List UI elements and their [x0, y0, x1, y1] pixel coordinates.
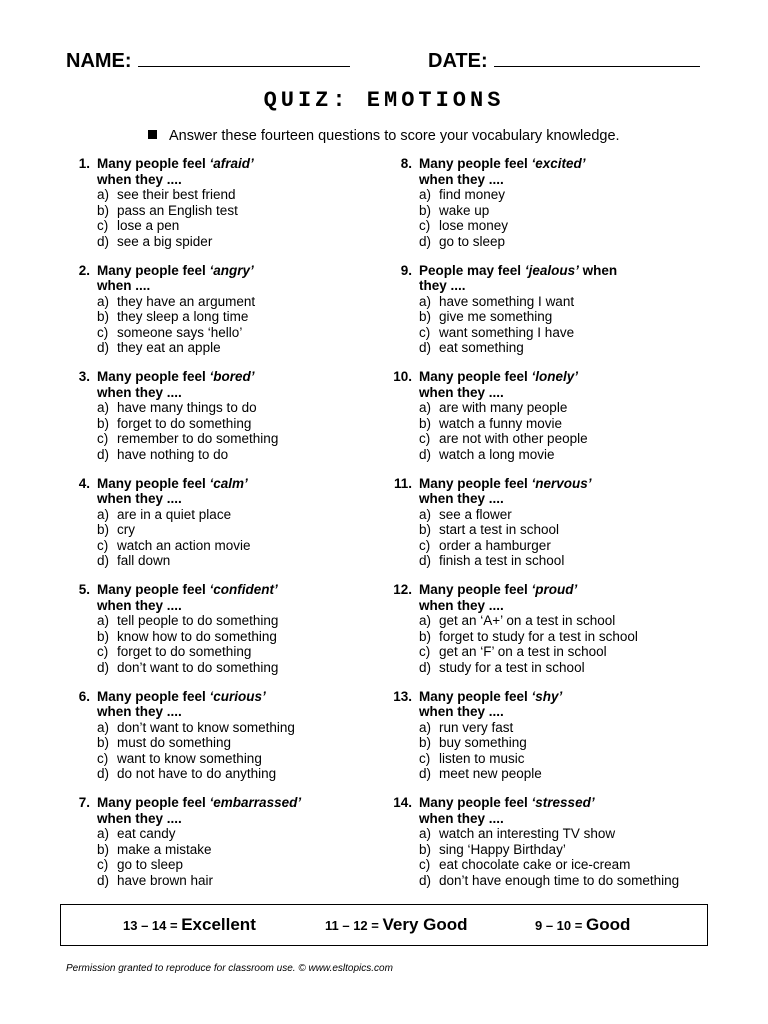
- answer-option[interactable]: [419, 857, 729, 873]
- option-letter: c): [97, 537, 109, 553]
- option-text: know how to do something: [117, 628, 277, 644]
- answer-option[interactable]: [97, 766, 407, 782]
- question-number: 8.: [400, 156, 412, 171]
- option-letter: a): [419, 719, 432, 735]
- option-letter: d): [419, 659, 432, 675]
- question-stem-line2: when ....: [97, 278, 151, 293]
- question-number: 1.: [78, 156, 90, 171]
- emotion-word: ‘proud’: [531, 582, 578, 597]
- option-text: they sleep a long time: [117, 309, 249, 324]
- question-body: [419, 476, 729, 569]
- option-letter: b): [97, 522, 110, 537]
- answer-option[interactable]: [419, 340, 729, 356]
- question-stem: [97, 582, 407, 598]
- option-letter: d): [419, 872, 432, 888]
- answer-option[interactable]: [419, 842, 729, 858]
- option-letter: d): [97, 340, 110, 355]
- option-text: have many things to do: [117, 400, 257, 415]
- option-text: sing ‘Happy Birthday’: [439, 841, 566, 857]
- option-letter: a): [419, 826, 432, 841]
- question-stem-line2: when they ....: [97, 704, 182, 719]
- question-body: [419, 795, 729, 888]
- answer-option[interactable]: [97, 416, 407, 432]
- option-letter: d): [419, 340, 432, 355]
- question-stem: [419, 156, 729, 172]
- option-letter: a): [97, 719, 110, 735]
- option-text: someone says ‘hello’: [117, 324, 243, 340]
- option-text: want to know something: [117, 750, 262, 766]
- answer-option[interactable]: [97, 660, 407, 676]
- option-letter: d): [97, 233, 110, 249]
- answer-option[interactable]: [419, 187, 729, 203]
- date-blank-line[interactable]: [494, 52, 700, 67]
- option-text: get an ‘F’ on a test in school: [439, 644, 607, 659]
- answer-option[interactable]: [419, 447, 729, 463]
- question-number: 6.: [78, 688, 90, 704]
- question-stem-line2: when they ....: [419, 491, 504, 506]
- answer-option[interactable]: [419, 325, 729, 341]
- option-letter: d): [97, 766, 110, 781]
- answer-option[interactable]: [97, 294, 407, 310]
- option-text: see their best friend: [117, 187, 236, 202]
- option-text: study for a test in school: [439, 659, 585, 675]
- question-1: [66, 156, 396, 263]
- answer-option[interactable]: [97, 857, 407, 873]
- emotion-word: ‘calm’: [209, 475, 248, 491]
- option-text: order a hamburger: [439, 537, 551, 553]
- option-text: watch an interesting TV show: [439, 826, 616, 841]
- question-9: [388, 263, 718, 370]
- page-title: QUIZ: EMOTIONS: [263, 88, 505, 113]
- answer-option[interactable]: [97, 187, 407, 203]
- answer-option[interactable]: [97, 553, 407, 569]
- option-text: meet new people: [439, 766, 542, 781]
- question-stem: [419, 582, 729, 598]
- answer-option[interactable]: [97, 644, 407, 660]
- question-11: [388, 476, 718, 583]
- option-text: see a flower: [439, 506, 512, 522]
- footer-permission: Permission granted to reproduce for classroom use. © www.esltopics.com: [66, 963, 393, 974]
- square-bullet-icon: [148, 130, 157, 139]
- question-body: [419, 582, 729, 675]
- option-letter: d): [419, 766, 432, 781]
- option-text: forget to study for a test in school: [439, 628, 638, 644]
- option-letter: a): [419, 613, 432, 628]
- option-letter: a): [97, 826, 110, 841]
- answer-option[interactable]: [419, 234, 729, 250]
- answer-option[interactable]: [97, 629, 407, 645]
- stem-text: Many people feel: [419, 795, 532, 810]
- stem-text: Many people feel: [97, 688, 210, 704]
- answer-option[interactable]: [419, 203, 729, 219]
- option-text: buy something: [439, 735, 527, 750]
- option-letter: d): [97, 446, 110, 462]
- question-stem-line2: when they ....: [97, 171, 182, 187]
- question-2: [66, 263, 396, 370]
- option-text: don’t have enough time to do something: [439, 872, 680, 888]
- option-letter: a): [419, 506, 432, 522]
- answer-option[interactable]: [419, 538, 729, 554]
- emotion-word: ‘stressed’: [531, 795, 595, 810]
- answer-option[interactable]: [97, 613, 407, 629]
- stem-text: People may feel: [419, 262, 525, 278]
- question-body: [419, 369, 729, 462]
- answer-option[interactable]: [97, 340, 407, 356]
- option-letter: c): [97, 218, 109, 233]
- option-letter: b): [419, 415, 432, 431]
- stem-text: Many people feel: [97, 369, 210, 384]
- question-stem-line2: when they ....: [419, 171, 504, 187]
- question-number: 10.: [393, 369, 412, 384]
- stem-text: Many people feel: [419, 156, 532, 171]
- option-letter: d): [419, 553, 432, 568]
- question-stem: [419, 476, 729, 492]
- stem-text: Many people feel: [97, 475, 210, 491]
- option-letter: b): [419, 628, 432, 644]
- answer-option[interactable]: [419, 735, 729, 751]
- answer-option[interactable]: [97, 447, 407, 463]
- date-field: [428, 50, 700, 73]
- score-item: [123, 915, 256, 935]
- option-text: listen to music: [439, 750, 525, 766]
- option-text: fall down: [117, 553, 171, 568]
- question-number: 9.: [400, 262, 412, 278]
- option-letter: b): [97, 735, 110, 750]
- option-letter: b): [419, 309, 432, 324]
- question-stem-line2: when they ....: [419, 704, 504, 719]
- option-letter: b): [97, 841, 110, 857]
- name-blank-line[interactable]: [138, 52, 350, 67]
- option-text: must do something: [117, 735, 232, 750]
- option-text: watch a long movie: [439, 446, 555, 462]
- option-text: eat chocolate cake or ice-cream: [439, 857, 631, 872]
- question-stem: [97, 156, 407, 172]
- question-6: [66, 689, 396, 796]
- option-letter: a): [419, 400, 432, 415]
- option-letter: d): [97, 659, 110, 675]
- question-stem-line2: when they ....: [97, 491, 182, 506]
- score-label: Very Good: [382, 915, 468, 934]
- answer-option[interactable]: [419, 720, 729, 736]
- answer-option[interactable]: [419, 553, 729, 569]
- answer-option[interactable]: [97, 873, 407, 889]
- option-letter: b): [97, 628, 110, 644]
- option-letter: c): [419, 537, 431, 553]
- option-text: watch a funny movie: [439, 415, 563, 431]
- emotion-word: ‘jealous’: [524, 262, 579, 278]
- answer-option[interactable]: [419, 522, 729, 538]
- option-text: run very fast: [439, 719, 514, 735]
- option-letter: b): [419, 735, 432, 750]
- question-stem-line2: when they ....: [419, 384, 504, 400]
- question-stem-line2: when they ....: [419, 597, 504, 613]
- question-stem: [419, 263, 729, 279]
- option-letter: b): [97, 415, 110, 431]
- question-stem-line2: when they ....: [97, 597, 182, 613]
- question-body: [97, 263, 407, 356]
- answer-option[interactable]: [419, 826, 729, 842]
- answer-option[interactable]: [419, 766, 729, 782]
- option-text: give me something: [439, 309, 553, 324]
- question-stem-line2: they ....: [419, 278, 466, 293]
- question-7: [66, 795, 396, 902]
- option-letter: b): [419, 522, 432, 537]
- answer-option[interactable]: [97, 735, 407, 751]
- option-text: pass an English test: [117, 202, 238, 218]
- option-text: don’t want to know something: [117, 719, 295, 735]
- question-number: 13.: [393, 688, 412, 704]
- option-text: eat something: [439, 340, 524, 355]
- option-letter: c): [419, 431, 431, 446]
- score-key: [60, 904, 708, 946]
- option-text: cry: [117, 522, 135, 537]
- option-letter: c): [419, 324, 431, 340]
- option-letter: b): [97, 202, 110, 218]
- question-body: [97, 369, 407, 462]
- answer-option[interactable]: [419, 613, 729, 629]
- questions-column-left: [66, 156, 396, 902]
- option-letter: c): [97, 644, 109, 659]
- option-letter: a): [97, 506, 110, 522]
- question-stem: [97, 689, 407, 705]
- question-3: [66, 369, 396, 476]
- emotion-word: ‘angry’: [209, 262, 254, 278]
- answer-option[interactable]: [97, 309, 407, 325]
- option-text: find money: [439, 187, 506, 202]
- question-14: [388, 795, 718, 902]
- question-body: [97, 582, 407, 675]
- emotion-word: ‘shy’: [531, 688, 563, 704]
- option-letter: c): [419, 218, 431, 233]
- option-text: are with many people: [439, 400, 568, 415]
- option-text: are not with other people: [439, 431, 588, 446]
- option-text: have brown hair: [117, 872, 214, 888]
- question-body: [97, 476, 407, 569]
- option-letter: d): [97, 872, 110, 888]
- question-number: 12.: [393, 582, 412, 597]
- question-8: [388, 156, 718, 263]
- option-letter: b): [97, 309, 110, 324]
- answer-option[interactable]: [419, 294, 729, 310]
- question-body: [97, 156, 407, 249]
- question-number: 14.: [393, 795, 412, 810]
- answer-option[interactable]: [97, 218, 407, 234]
- question-number: 7.: [78, 795, 90, 810]
- option-letter: a): [97, 293, 110, 309]
- option-text: make a mistake: [117, 841, 212, 857]
- option-letter: c): [419, 857, 431, 872]
- stem-text: Many people feel: [97, 582, 210, 597]
- option-letter: c): [97, 857, 109, 872]
- question-stem: [419, 689, 729, 705]
- question-body: [419, 689, 729, 782]
- instruction-text: Answer these fourteen questions to score your vocabulary knowledge.: [169, 128, 620, 144]
- question-stem: [97, 369, 407, 385]
- option-letter: d): [419, 446, 432, 462]
- answer-option[interactable]: [419, 751, 729, 767]
- questions-column-right: [388, 156, 718, 902]
- option-letter: b): [419, 841, 432, 857]
- option-text: wake up: [439, 202, 490, 218]
- question-stem: [419, 795, 729, 811]
- emotion-word: ‘nervous’: [531, 475, 592, 491]
- option-text: go to sleep: [439, 233, 506, 249]
- answer-option[interactable]: [97, 842, 407, 858]
- option-letter: a): [419, 187, 432, 202]
- answer-option[interactable]: [419, 644, 729, 660]
- question-stem: [419, 369, 729, 385]
- option-text: don’t want to do something: [117, 659, 279, 675]
- option-text: forget to do something: [117, 644, 252, 659]
- emotion-word: ‘curious’: [209, 688, 266, 704]
- option-text: finish a test in school: [439, 553, 565, 568]
- emotion-word: ‘bored’: [209, 369, 255, 384]
- answer-option[interactable]: [97, 431, 407, 447]
- stem-text-end: when: [578, 262, 618, 278]
- answer-option[interactable]: [97, 507, 407, 523]
- option-text: are in a quiet place: [117, 506, 232, 522]
- question-body: [419, 263, 729, 356]
- question-13: [388, 689, 718, 796]
- question-stem: [97, 476, 407, 492]
- option-text: they have an argument: [117, 293, 256, 309]
- option-letter: a): [97, 400, 110, 415]
- option-letter: a): [419, 293, 432, 309]
- option-letter: d): [97, 553, 110, 568]
- option-text: eat candy: [117, 826, 176, 841]
- option-text: have nothing to do: [117, 446, 229, 462]
- option-text: forget to do something: [117, 415, 252, 431]
- score-item: [535, 915, 630, 935]
- question-4: [66, 476, 396, 583]
- score-label: Excellent: [181, 915, 256, 934]
- answer-option[interactable]: [97, 538, 407, 554]
- answer-option[interactable]: [97, 234, 407, 250]
- option-text: go to sleep: [117, 857, 184, 872]
- option-text: watch an action movie: [117, 537, 251, 553]
- score-label: Good: [585, 915, 631, 934]
- answer-option[interactable]: [97, 325, 407, 341]
- question-stem: [97, 795, 407, 811]
- emotion-word: ‘confident’: [209, 582, 278, 597]
- emotion-word: ‘embarrassed’: [209, 795, 302, 810]
- question-number: 5.: [78, 582, 90, 597]
- score-range: 9 – 10 =: [535, 918, 583, 933]
- stem-text: Many people feel: [419, 475, 532, 491]
- answer-option[interactable]: [97, 203, 407, 219]
- option-text: lose money: [439, 218, 509, 233]
- answer-option[interactable]: [419, 218, 729, 234]
- option-letter: a): [97, 187, 110, 202]
- score-item: [325, 915, 468, 935]
- option-text: do not have to do anything: [117, 766, 277, 781]
- question-12: [388, 582, 718, 689]
- name-field: [66, 50, 350, 73]
- answer-option[interactable]: [97, 720, 407, 736]
- answer-option[interactable]: [419, 309, 729, 325]
- question-body: [97, 795, 407, 888]
- answer-option[interactable]: [97, 400, 407, 416]
- question-body: [97, 689, 407, 782]
- option-text: want something I have: [439, 324, 575, 340]
- emotion-word: ‘afraid’: [209, 156, 254, 171]
- question-stem-line2: when they ....: [419, 810, 504, 826]
- option-letter: d): [419, 233, 432, 249]
- option-text: lose a pen: [117, 218, 180, 233]
- question-stem-line2: when they ....: [97, 810, 182, 826]
- name-label: NAME:: [66, 50, 132, 72]
- answer-option[interactable]: [419, 400, 729, 416]
- stem-text: Many people feel: [97, 262, 210, 278]
- question-number: 3.: [78, 369, 90, 384]
- stem-text: Many people feel: [97, 156, 210, 171]
- question-10: [388, 369, 718, 476]
- score-range: 13 – 14 =: [123, 918, 178, 933]
- answer-option[interactable]: [97, 826, 407, 842]
- answer-option[interactable]: [419, 873, 729, 889]
- stem-text: Many people feel: [419, 688, 532, 704]
- option-text: get an ‘A+’ on a test in school: [439, 613, 616, 628]
- score-range: 11 – 12 =: [325, 918, 379, 933]
- answer-option[interactable]: [419, 416, 729, 432]
- question-body: [419, 156, 729, 249]
- option-letter: a): [97, 613, 110, 628]
- option-letter: c): [97, 750, 109, 766]
- stem-text: Many people feel: [97, 795, 210, 810]
- answer-option[interactable]: [419, 660, 729, 676]
- option-letter: b): [419, 202, 432, 218]
- question-number: 11.: [393, 475, 412, 491]
- question-stem: [97, 263, 407, 279]
- question-number: 4.: [78, 475, 90, 491]
- option-letter: c): [419, 750, 431, 766]
- question-5: [66, 582, 396, 689]
- option-letter: c): [419, 644, 431, 659]
- option-text: tell people to do something: [117, 613, 279, 628]
- question-stem-line2: when they ....: [97, 384, 182, 400]
- answer-option[interactable]: [419, 431, 729, 447]
- stem-text: Many people feel: [419, 369, 532, 384]
- option-text: start a test in school: [439, 522, 560, 537]
- option-text: see a big spider: [117, 233, 213, 249]
- date-label: DATE:: [428, 50, 488, 72]
- option-text: they eat an apple: [117, 340, 221, 355]
- instruction: [148, 128, 620, 144]
- answer-option[interactable]: [97, 522, 407, 538]
- answer-option[interactable]: [419, 507, 729, 523]
- emotion-word: ‘lonely’: [531, 369, 579, 384]
- header: [66, 50, 706, 78]
- option-text: have something I want: [439, 293, 575, 309]
- option-text: remember to do something: [117, 431, 279, 446]
- question-number: 2.: [78, 262, 90, 278]
- answer-option[interactable]: [419, 629, 729, 645]
- emotion-word: ‘excited’: [531, 156, 586, 171]
- stem-text: Many people feel: [419, 582, 532, 597]
- option-letter: c): [97, 431, 109, 446]
- answer-option[interactable]: [97, 751, 407, 767]
- option-letter: c): [97, 324, 109, 340]
